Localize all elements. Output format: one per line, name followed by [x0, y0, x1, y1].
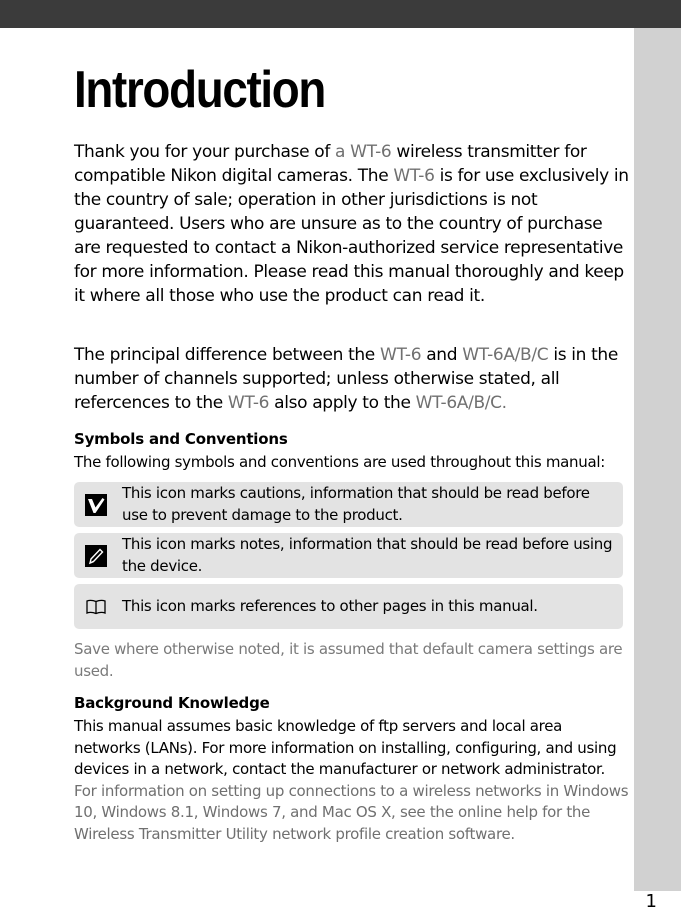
- note-box: [74, 533, 623, 578]
- intro-paragraph: Thank you for your purchase of a WT-6 wireless transmitter for compatible Nikon digital cameras. The WT-6 is for use exclusively in the country of sale; operation in other jurisdictions is not guaranteed. Users who are unsure as to the country of purchase are requested to contact a Nikon-authorized service representative for more information. Please read this manual thoroughly and keep it where all those who use the product can read it.: [74, 142, 629, 306]
- product-name: WT-6A/B/C.: [415, 393, 507, 413]
- difference-paragraph: The principal difference between the WT-6 and WT-6A/B/C is in the number of channels supported; unless otherwise stated, all refercences to the WT-6 also apply to the WT-6A/B/C.: [74, 345, 618, 413]
- product-name: WT-6A/B/C: [462, 345, 549, 365]
- page-number: 1: [645, 891, 657, 912]
- caution-box: [74, 482, 623, 527]
- note-text: This icon marks notes, information that should be read before using the device.: [122, 535, 613, 575]
- background-paragraph: This manual assumes basic knowledge of ftp servers and local area networks (LANs). For more information on installing, configuring, and using devices in a network, contact the manufacturer or network administrator. For information on setting up connections to a wireless networks in Windows 10, Windows 8.1, Windows 7, and Mac OS X, see the online help for the Wireless Transmitter Utility network profile creation software.: [74, 717, 629, 843]
- side-tab: [634, 28, 681, 891]
- top-bar: [0, 0, 681, 28]
- symbols-heading: Symbols and Conventions: [74, 430, 288, 448]
- default-settings-note: Save where otherwise noted, it is assumed that default camera settings are used.: [74, 640, 623, 680]
- page-title: Introduction: [74, 61, 326, 119]
- note-icon: [85, 545, 107, 567]
- product-name: WT-6: [393, 166, 435, 186]
- product-name: a WT-6: [335, 142, 392, 162]
- symbols-intro: The following symbols and conventions are used throughout this manual:: [74, 453, 605, 471]
- caution-icon: [85, 494, 107, 516]
- product-name: WT-6: [227, 393, 270, 413]
- background-heading: Background Knowledge: [74, 694, 270, 712]
- product-name: WT-6: [379, 345, 422, 365]
- windows-help-text: For information on setting up connections to a wireless networks in Windows 10, Windows 8.1, Windows 7, and Mac OS X, see the online help for the Wireless Transmitter Utility network profile creation software.: [74, 781, 629, 843]
- reference-text: This icon marks references to other pages in this manual.: [122, 597, 538, 615]
- reference-box: [74, 584, 623, 629]
- book-icon: [85, 596, 107, 618]
- caution-text: This icon marks cautions, information that should be read before use to prevent damage to the product.: [122, 484, 590, 524]
